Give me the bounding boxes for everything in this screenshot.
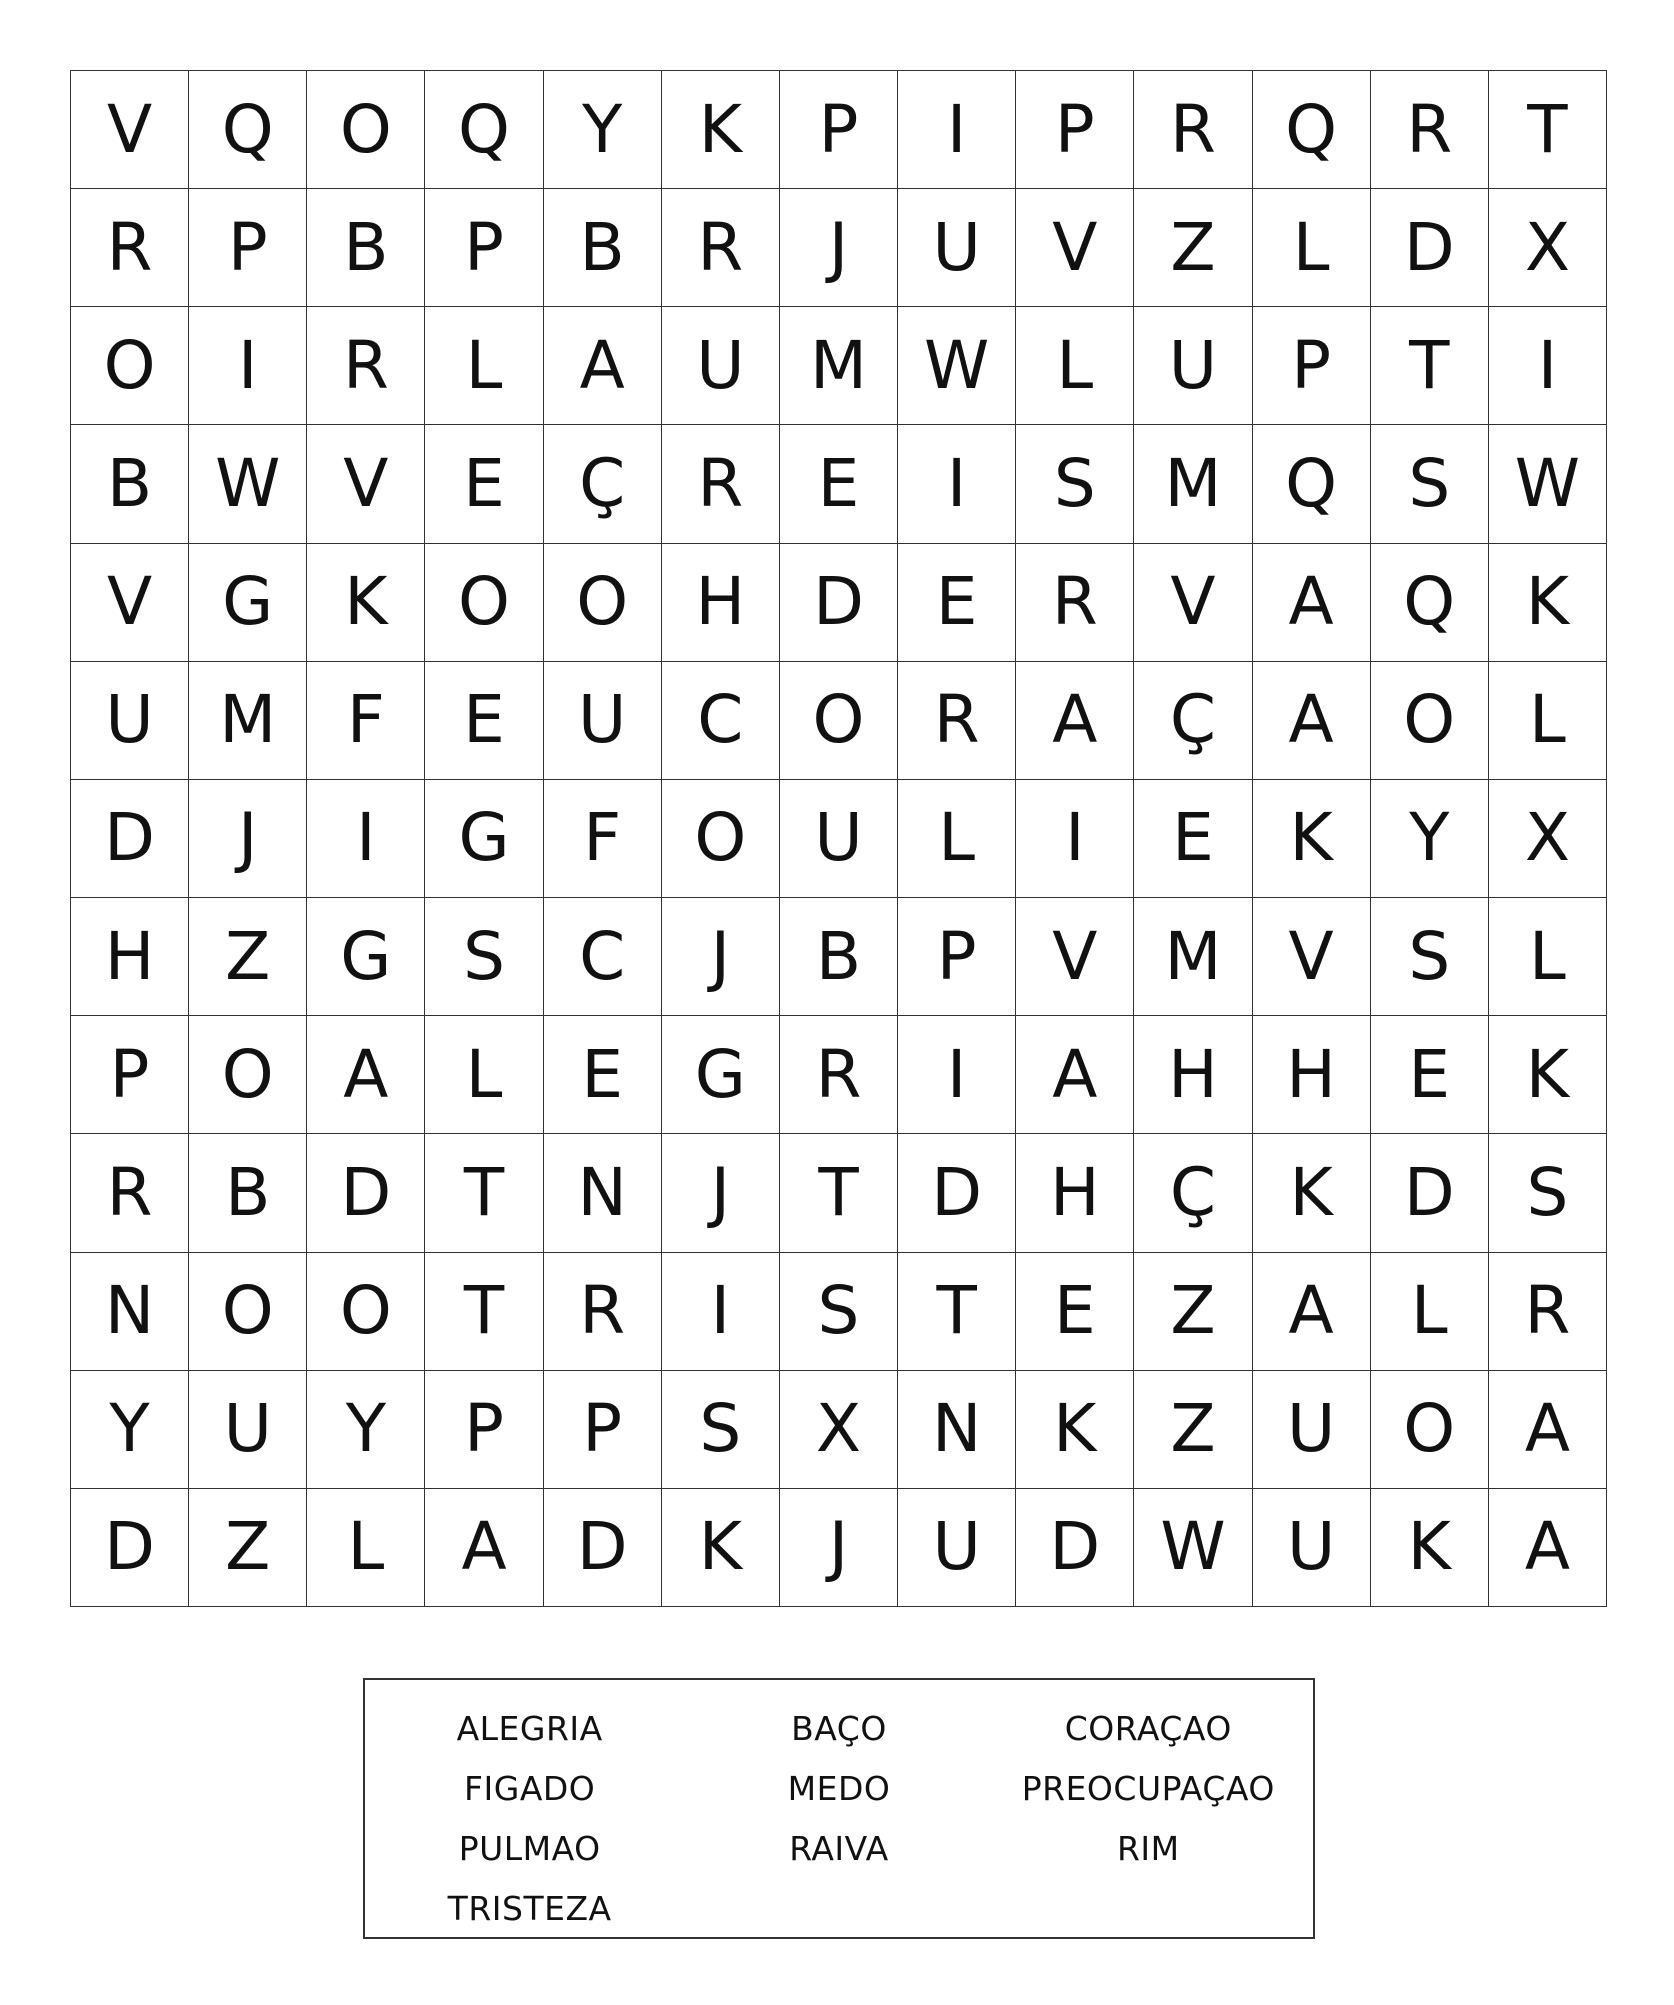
word-list-item: BAÇO — [791, 1708, 887, 1748]
grid-cell[interactable]: S — [1371, 898, 1489, 1016]
grid-cell[interactable]: O — [425, 544, 543, 662]
grid-cell[interactable]: U — [1253, 1489, 1371, 1607]
grid-cell[interactable]: O — [307, 71, 425, 189]
grid-cell[interactable]: B — [189, 1134, 307, 1252]
word-list-item: PREOCUPAÇAO — [1021, 1768, 1275, 1808]
word-list-item: RIM — [1117, 1828, 1180, 1868]
grid-cell[interactable]: S — [1371, 425, 1489, 543]
grid-cell[interactable]: D — [1371, 1134, 1489, 1252]
grid-cell[interactable]: L — [425, 1016, 543, 1134]
grid-cell[interactable]: E — [425, 662, 543, 780]
grid-cell[interactable]: L — [1489, 662, 1607, 780]
grid-cell[interactable]: I — [189, 307, 307, 425]
grid-cell[interactable]: U — [189, 1371, 307, 1489]
grid-cell[interactable]: E — [1134, 780, 1252, 898]
grid-cell[interactable]: I — [898, 1016, 1016, 1134]
grid-cell[interactable]: V — [1016, 189, 1134, 307]
grid-cell[interactable]: M — [780, 307, 898, 425]
grid-cell[interactable]: P — [780, 71, 898, 189]
grid-cell[interactable]: A — [1253, 1253, 1371, 1371]
grid-cell[interactable]: O — [662, 780, 780, 898]
word-list — [363, 1678, 1315, 1939]
grid-cell[interactable]: P — [898, 898, 1016, 1016]
grid-cell[interactable]: I — [898, 71, 1016, 189]
grid-cell[interactable]: U — [898, 1489, 1016, 1607]
grid-cell[interactable]: W — [189, 425, 307, 543]
grid-cell[interactable]: A — [1016, 662, 1134, 780]
grid-cell[interactable]: P — [1016, 71, 1134, 189]
grid-cell[interactable]: A — [1253, 544, 1371, 662]
grid-cell[interactable]: M — [1134, 425, 1252, 543]
grid-cell[interactable]: E — [544, 1016, 662, 1134]
grid-cell[interactable]: H — [1134, 1016, 1252, 1134]
grid-cell[interactable]: V — [1253, 898, 1371, 1016]
grid-cell[interactable]: X — [1489, 189, 1607, 307]
letter-grid — [70, 70, 1607, 1607]
grid-cell[interactable]: K — [1253, 1134, 1371, 1252]
grid-cell[interactable]: S — [662, 1371, 780, 1489]
word-list-item: FIGADO — [464, 1768, 596, 1808]
grid-cell[interactable]: K — [662, 71, 780, 189]
grid-cell[interactable]: O — [1371, 1371, 1489, 1489]
grid-cell[interactable]: Q — [1253, 71, 1371, 189]
grid-cell[interactable]: S — [780, 1253, 898, 1371]
grid-cell[interactable]: F — [544, 780, 662, 898]
grid-cell[interactable]: K — [307, 544, 425, 662]
grid-cell[interactable]: Y — [1371, 780, 1489, 898]
grid-cell[interactable]: B — [71, 425, 189, 543]
grid-cell[interactable]: H — [662, 544, 780, 662]
grid-cell[interactable]: A — [425, 1489, 543, 1607]
grid-cell[interactable]: B — [544, 189, 662, 307]
grid-cell[interactable]: O — [189, 1016, 307, 1134]
grid-cell[interactable]: Y — [71, 1371, 189, 1489]
grid-cell[interactable]: V — [1016, 898, 1134, 1016]
grid-cell[interactable]: Z — [1134, 189, 1252, 307]
grid-cell[interactable]: D — [898, 1134, 1016, 1252]
grid-cell[interactable]: D — [1371, 189, 1489, 307]
grid-cell[interactable]: E — [898, 544, 1016, 662]
grid-cell[interactable]: O — [189, 1253, 307, 1371]
grid-cell[interactable]: J — [662, 1134, 780, 1252]
grid-cell[interactable]: K — [662, 1489, 780, 1607]
grid-cell[interactable]: R — [71, 1134, 189, 1252]
grid-cell[interactable]: Z — [1134, 1371, 1252, 1489]
grid-cell[interactable]: T — [898, 1253, 1016, 1371]
grid-cell[interactable]: P — [189, 189, 307, 307]
grid-cell[interactable]: Z — [189, 898, 307, 1016]
grid-cell[interactable]: N — [544, 1134, 662, 1252]
grid-cell[interactable]: P — [544, 1371, 662, 1489]
grid-cell[interactable]: O — [307, 1253, 425, 1371]
grid-cell[interactable]: T — [780, 1134, 898, 1252]
grid-cell[interactable]: K — [1489, 1016, 1607, 1134]
grid-cell[interactable]: V — [307, 425, 425, 543]
grid-cell[interactable]: R — [71, 189, 189, 307]
grid-cell[interactable]: Q — [1253, 425, 1371, 543]
grid-cell[interactable]: X — [780, 1371, 898, 1489]
grid-cell[interactable]: L — [1489, 898, 1607, 1016]
grid-cell[interactable]: E — [425, 425, 543, 543]
grid-cell[interactable]: D — [71, 1489, 189, 1607]
grid-cell[interactable]: K — [1016, 1371, 1134, 1489]
grid-cell[interactable]: Y — [307, 1371, 425, 1489]
grid-cell[interactable]: D — [71, 780, 189, 898]
grid-cell[interactable]: T — [1489, 71, 1607, 189]
grid-cell[interactable]: D — [780, 544, 898, 662]
grid-cell[interactable]: W — [898, 307, 1016, 425]
grid-cell[interactable]: J — [780, 189, 898, 307]
grid-cell[interactable]: Q — [425, 71, 543, 189]
grid-cell[interactable]: R — [1371, 71, 1489, 189]
grid-cell[interactable]: Y — [544, 71, 662, 189]
grid-cell[interactable]: P — [425, 189, 543, 307]
grid-cell[interactable]: R — [780, 1016, 898, 1134]
grid-cell[interactable]: Z — [1134, 1253, 1252, 1371]
grid-cell[interactable]: T — [425, 1134, 543, 1252]
grid-cell[interactable]: O — [1371, 662, 1489, 780]
word-list-item: CORAÇAO — [1064, 1708, 1232, 1748]
grid-cell[interactable]: V — [71, 544, 189, 662]
grid-cell[interactable]: A — [1016, 1016, 1134, 1134]
grid-cell[interactable]: F — [307, 662, 425, 780]
word-list-item: TRISTEZA — [447, 1888, 612, 1928]
grid-cell[interactable]: L — [1371, 1253, 1489, 1371]
grid-cell[interactable]: G — [425, 780, 543, 898]
grid-cell[interactable]: J — [780, 1489, 898, 1607]
grid-cell[interactable]: E — [1371, 1016, 1489, 1134]
grid-cell[interactable]: I — [662, 1253, 780, 1371]
grid-cell[interactable]: D — [307, 1134, 425, 1252]
grid-cell[interactable]: R — [307, 307, 425, 425]
grid-cell[interactable]: S — [1016, 425, 1134, 543]
grid-cell[interactable]: Q — [189, 71, 307, 189]
grid-cell[interactable]: U — [1134, 307, 1252, 425]
grid-cell[interactable]: K — [1489, 544, 1607, 662]
grid-cell[interactable]: N — [898, 1371, 1016, 1489]
grid-cell[interactable]: A — [544, 307, 662, 425]
grid-cell[interactable]: Q — [1371, 544, 1489, 662]
grid-cell[interactable]: A — [1489, 1371, 1607, 1489]
grid-cell[interactable]: R — [1489, 1253, 1607, 1371]
grid-cell[interactable]: P — [71, 1016, 189, 1134]
grid-cell[interactable]: W — [1489, 425, 1607, 543]
grid-cell[interactable]: O — [780, 662, 898, 780]
grid-cell[interactable]: N — [71, 1253, 189, 1371]
grid-cell[interactable]: J — [662, 898, 780, 1016]
grid-cell[interactable]: Ç — [544, 425, 662, 543]
grid-cell[interactable]: L — [1016, 307, 1134, 425]
grid-cell[interactable]: Z — [189, 1489, 307, 1607]
grid-cell[interactable]: R — [898, 662, 1016, 780]
grid-cell[interactable]: H — [71, 898, 189, 1016]
grid-cell[interactable]: W — [1134, 1489, 1252, 1607]
grid-cell[interactable]: O — [71, 307, 189, 425]
word-list-item: MEDO — [787, 1768, 891, 1808]
grid-cell[interactable]: A — [307, 1016, 425, 1134]
grid-cell[interactable]: R — [544, 1253, 662, 1371]
grid-cell[interactable]: U — [780, 780, 898, 898]
word-list-item: ALEGRIA — [456, 1708, 603, 1748]
grid-cell[interactable]: Ç — [1134, 662, 1252, 780]
grid-cell[interactable]: L — [307, 1489, 425, 1607]
grid-cell[interactable]: L — [898, 780, 1016, 898]
grid-cell[interactable]: J — [189, 780, 307, 898]
grid-cell[interactable]: U — [71, 662, 189, 780]
grid-cell[interactable]: M — [189, 662, 307, 780]
grid-cell[interactable]: E — [1016, 1253, 1134, 1371]
grid-cell[interactable]: I — [1016, 780, 1134, 898]
grid-cell[interactable]: I — [898, 425, 1016, 543]
grid-cell[interactable]: G — [662, 1016, 780, 1134]
grid-cell[interactable]: U — [544, 662, 662, 780]
grid-cell[interactable]: R — [662, 425, 780, 543]
grid-cell[interactable]: T — [425, 1253, 543, 1371]
grid-cell[interactable]: C — [662, 662, 780, 780]
grid-cell[interactable]: V — [71, 71, 189, 189]
word-list-item: RAIVA — [789, 1828, 889, 1868]
grid-cell[interactable]: B — [307, 189, 425, 307]
grid-cell[interactable]: A — [1489, 1489, 1607, 1607]
grid-cell[interactable]: D — [544, 1489, 662, 1607]
grid-cell[interactable]: G — [307, 898, 425, 1016]
grid-cell[interactable]: T — [1371, 307, 1489, 425]
grid-cell[interactable]: A — [1253, 662, 1371, 780]
grid-cell[interactable]: S — [425, 898, 543, 1016]
grid-cell[interactable]: E — [780, 425, 898, 543]
grid-cell[interactable]: R — [1016, 544, 1134, 662]
grid-cell[interactable]: M — [1134, 898, 1252, 1016]
grid-cell[interactable]: K — [1253, 780, 1371, 898]
grid-cell[interactable]: V — [1134, 544, 1252, 662]
grid-cell[interactable]: K — [1371, 1489, 1489, 1607]
grid-cell[interactable]: P — [425, 1371, 543, 1489]
grid-cell[interactable]: G — [189, 544, 307, 662]
grid-cell[interactable]: P — [1253, 307, 1371, 425]
grid-cell[interactable]: I — [307, 780, 425, 898]
grid-cell[interactable]: L — [425, 307, 543, 425]
grid-cell[interactable]: R — [1134, 71, 1252, 189]
grid-cell[interactable]: D — [1016, 1489, 1134, 1607]
grid-cell[interactable]: L — [1253, 189, 1371, 307]
grid-cell[interactable]: I — [1489, 307, 1607, 425]
word-list-item: PULMAO — [458, 1828, 601, 1868]
grid-cell[interactable]: C — [544, 898, 662, 1016]
grid-cell[interactable]: S — [1489, 1134, 1607, 1252]
grid-cell[interactable]: U — [1253, 1371, 1371, 1489]
grid-cell[interactable]: R — [662, 189, 780, 307]
grid-cell[interactable]: Ç — [1134, 1134, 1252, 1252]
grid-cell[interactable]: U — [898, 189, 1016, 307]
grid-cell[interactable]: H — [1016, 1134, 1134, 1252]
grid-cell[interactable]: U — [662, 307, 780, 425]
grid-cell[interactable]: H — [1253, 1016, 1371, 1134]
grid-cell[interactable]: O — [544, 544, 662, 662]
grid-cell[interactable]: B — [780, 898, 898, 1016]
grid-cell[interactable]: X — [1489, 780, 1607, 898]
